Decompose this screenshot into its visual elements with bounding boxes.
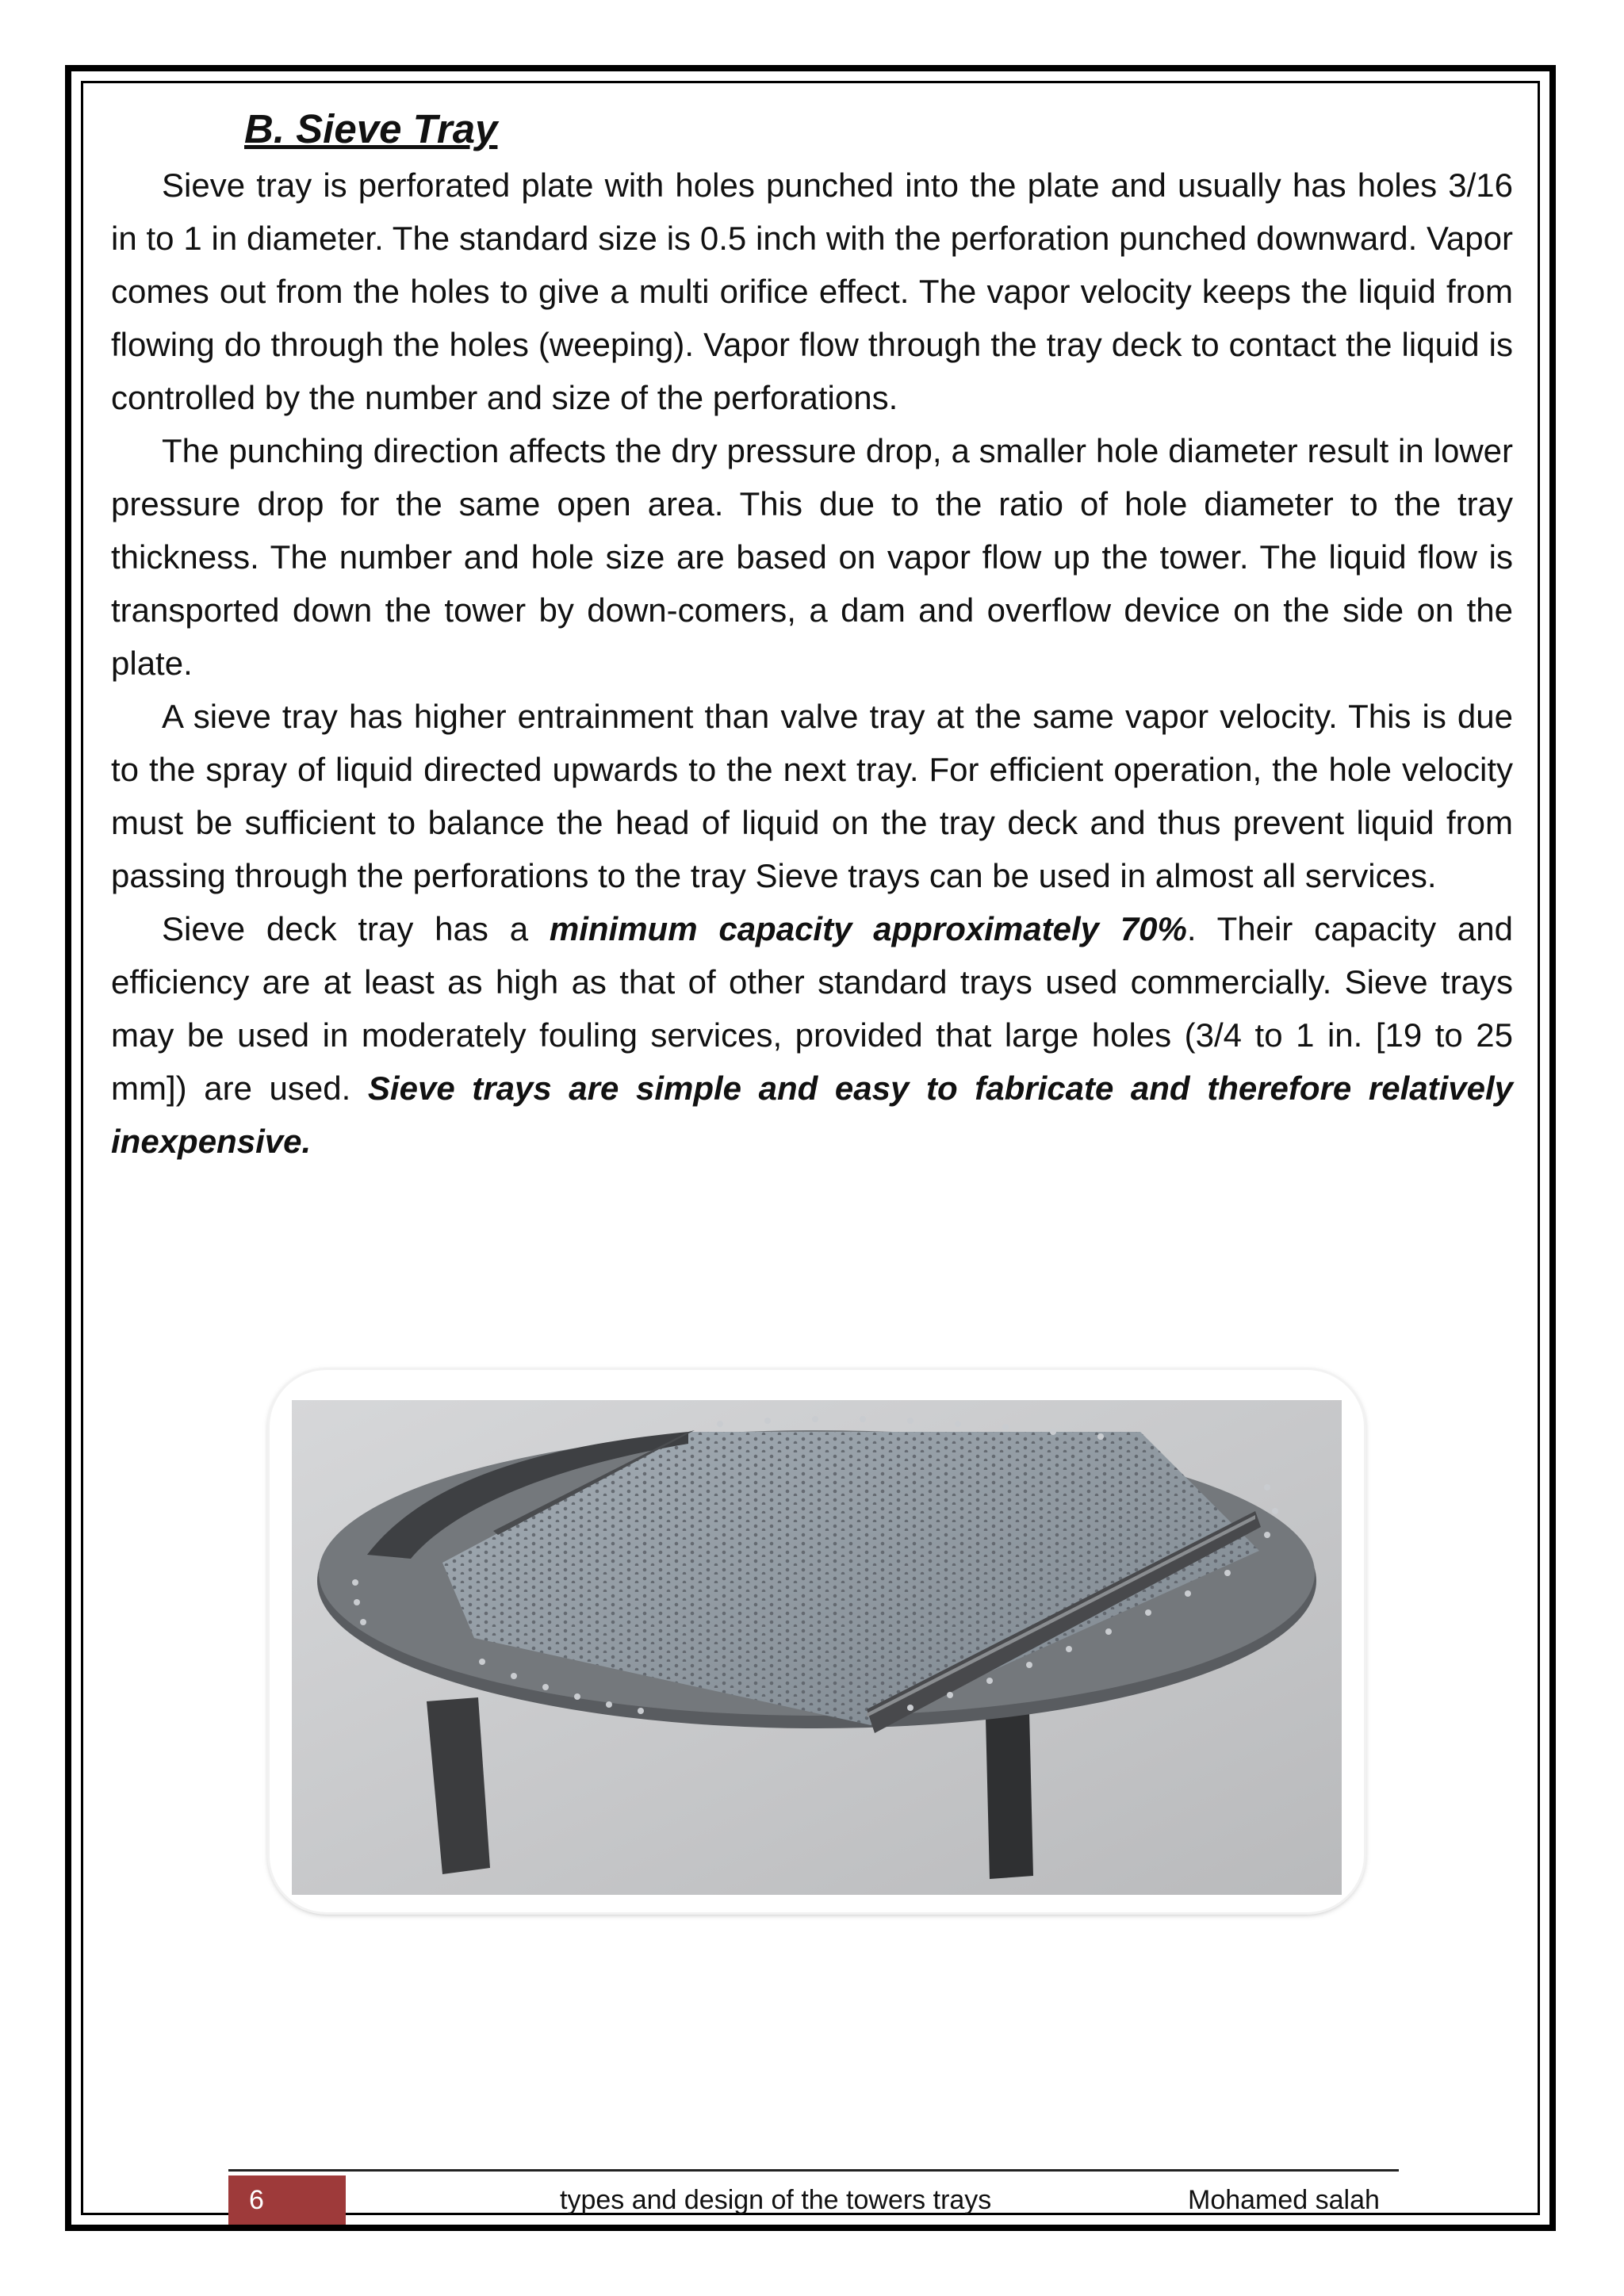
paragraph-4 xyxy=(111,902,1513,1168)
paragraph-4-emphasis-capacity: minimum capacity approximately 70% xyxy=(549,910,1187,947)
paragraph-1: Sieve tray is perforated plate with holes punched into the plate and usually has holes 3/16 in to 1 in diameter. The standard size is 0.5 inch with the perforation punched downward. Vapor comes out from the holes to give a multi orifice effect. The vapor velocity keeps the liquid from flowing do through the holes (weeping). Vapor flow through the tray deck to contact the liquid is controlled by the number and size of the perforations. xyxy=(111,166,1513,416)
footer-document-title: types and design of the towers trays xyxy=(560,2185,992,2215)
paragraph-4-text-c: . Their capacity and efficiency are at least as high as that of other standard trays used commercially. Sieve trays may be used in moderately fouling services, provided that large holes (3/4 to 1 in. [19 to 25 mm]) are used. xyxy=(111,910,1514,1107)
sieve-tray-photo xyxy=(292,1400,1342,1895)
paragraph-4-text-a: Sieve deck tray has a xyxy=(162,910,550,947)
section-heading: B. Sieve Tray xyxy=(244,106,498,151)
tray-leg-right xyxy=(986,1711,1033,1879)
body-text xyxy=(111,159,1513,1168)
paragraph-4-emphasis-simple: Sieve trays are simple and easy to fabricate and therefore relatively inexpensive. xyxy=(111,1070,1513,1160)
footer-page-number: 6 xyxy=(228,2175,346,2225)
footer-rule xyxy=(228,2169,1399,2172)
paragraph-2: The punching direction affects the dry pressure drop, a smaller hole diameter result in lower pressure drop for the same open area. This due to the ratio of hole diameter to the tray thickness. The number and hole size are based on vapor flow up the tower. The liquid flow is transported down the tower by down-comers, a dam and overflow device on the side on the plate. xyxy=(111,432,1513,682)
footer-author: Mohamed salah xyxy=(1188,2185,1380,2215)
paragraph-3: A sieve tray has higher entrainment than valve tray at the same vapor velocity. This is due to the spray of liquid directed upwards to the next tray. For efficient operation, the hole velocity must be sufficient to balance the head of liquid on the tray deck and thus prevent liquid from passing through the perforations to the tray Sieve trays can be used in almost all services. xyxy=(111,698,1513,894)
